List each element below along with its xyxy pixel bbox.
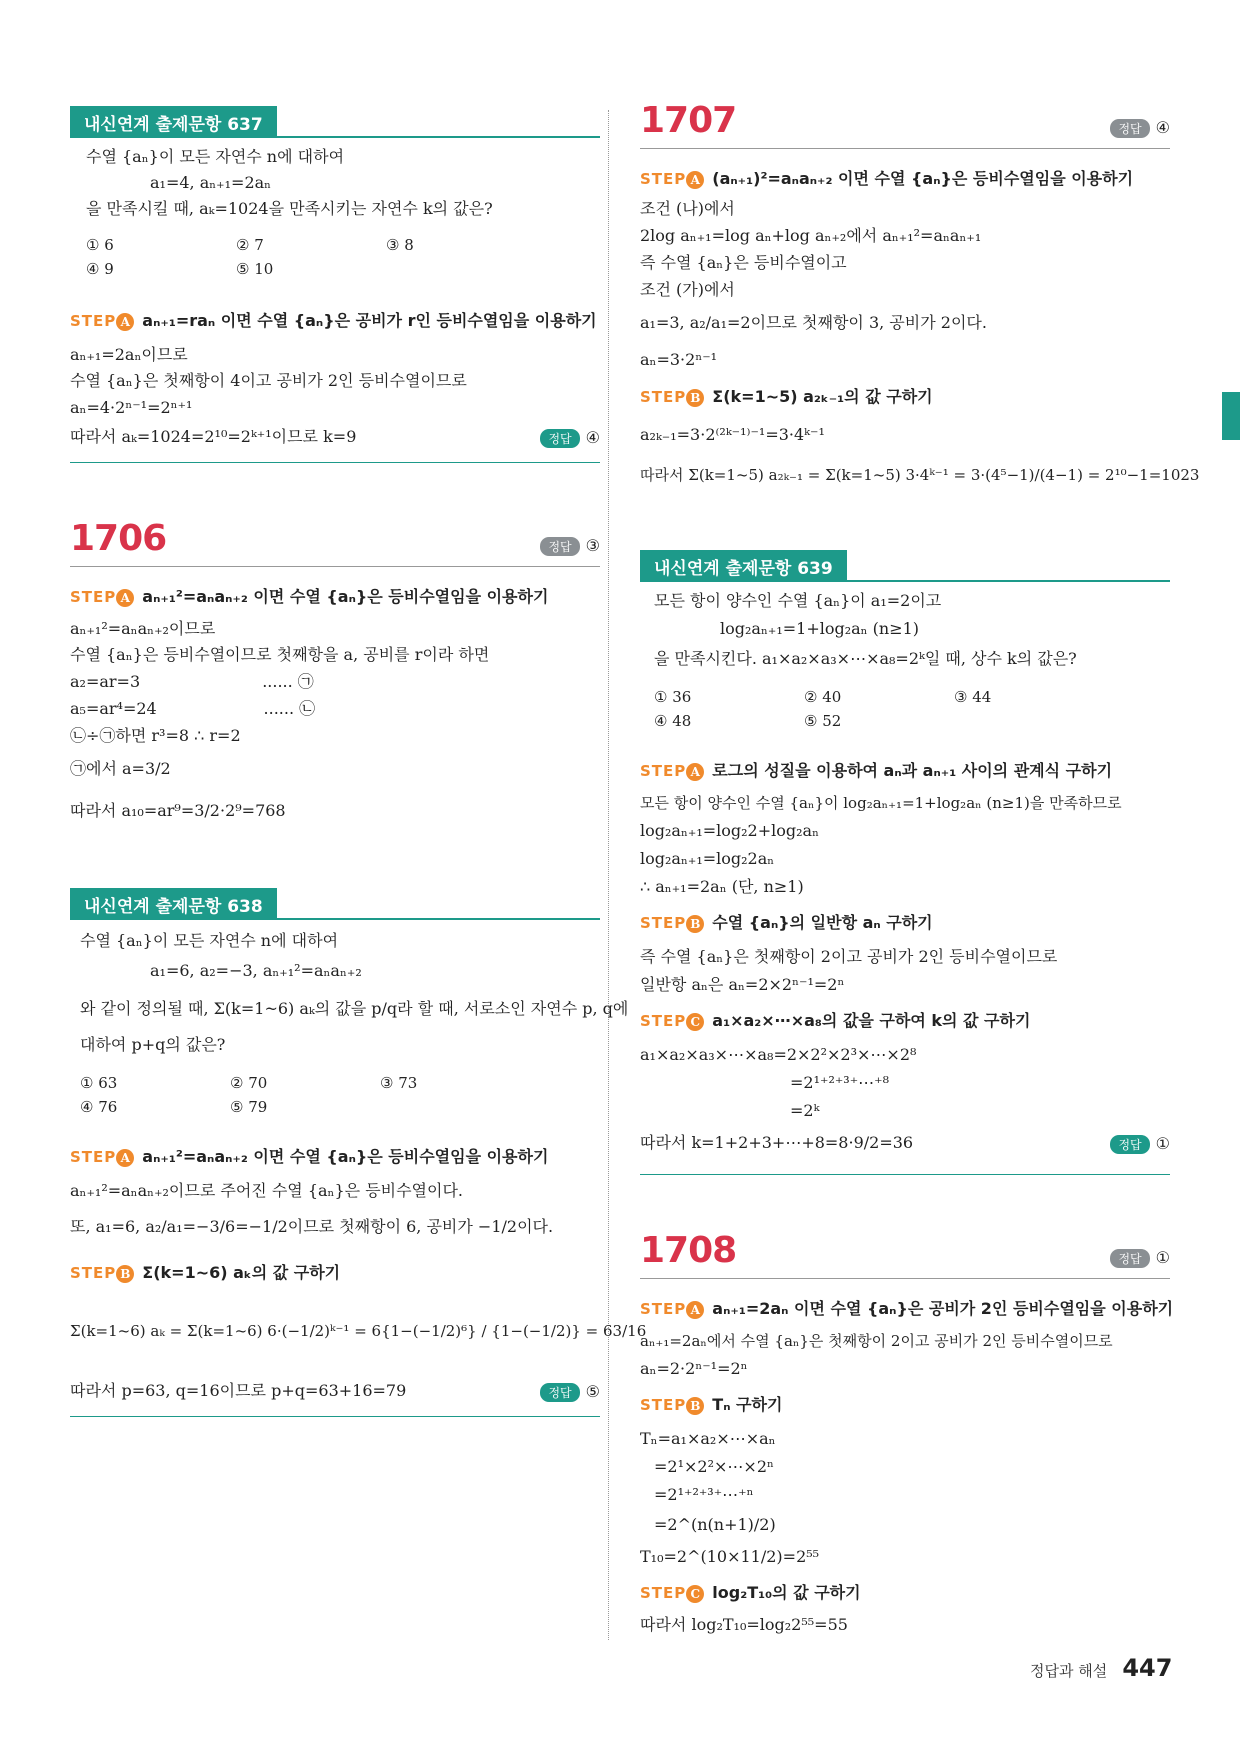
p637-choice-4: ④ 9 — [86, 260, 114, 278]
p1707-solA-3: 즉 수열 {aₙ}은 등비수열이고 — [640, 253, 847, 272]
p638-line-2: a₁=6, a₂=−3, aₙ₊₁²=aₙaₙ₊₂ — [150, 961, 362, 980]
p1706-sol-4: a₅=ar⁴=24 ...... ㉡ — [70, 699, 316, 718]
answer-badge: 정답 — [540, 429, 579, 448]
p638-choice-3: ③ 73 — [380, 1074, 418, 1092]
p639-solA-2: log₂aₙ₊₁=log₂2+log₂aₙ — [640, 821, 819, 840]
step-label: STEP — [640, 1584, 687, 1602]
answer-badge: 정답 — [1110, 119, 1149, 138]
step-label: STEP — [640, 1396, 687, 1414]
p639-solA-3: log₂aₙ₊₁=log₂2aₙ — [640, 849, 775, 868]
step-title: (aₙ₊₁)²=aₙaₙ₊₂ 이면 수열 {aₙ}은 등비수열임을 이용하기 — [712, 169, 1134, 188]
step-title: aₙ₊₁=raₙ 이면 수열 {aₙ}은 공비가 r인 등비수열임을 이용하기 — [142, 311, 597, 330]
p637-stepA — [70, 310, 597, 332]
p1708-stepB — [640, 1394, 782, 1416]
p1707-solA-4: 조건 (가)에서 — [640, 280, 735, 299]
p638-solB-2: 따라서 p=63, q=16이므로 p+q=63+16=79 — [70, 1381, 407, 1400]
p1708-solC-1: 따라서 log₂T₁₀=log₂2⁵⁵=55 — [640, 1615, 848, 1634]
step-label: STEP — [640, 388, 687, 406]
header-639-rule — [640, 580, 1170, 582]
p1707-solA-5: a₁=3, a₂/a₁=2이므로 첫째항이 3, 공비가 2이다. — [640, 313, 987, 332]
p1708-solB-2: =2¹×2²×⋯×2ⁿ — [654, 1457, 774, 1476]
p637-choice-2: ② 7 — [236, 236, 264, 254]
step-title: Tₙ 구하기 — [712, 1395, 783, 1414]
p638-solA-1: aₙ₊₁²=aₙaₙ₊₂이므로 주어진 수열 {aₙ}은 등비수열이다. — [70, 1181, 464, 1200]
step-letter: B — [686, 389, 704, 407]
header-637-rule — [70, 136, 600, 138]
p637-choice-5: ⑤ 10 — [236, 260, 274, 278]
step-title: 수열 {aₙ}의 일반항 aₙ 구하기 — [712, 913, 933, 932]
p1707-stepA — [640, 168, 1133, 190]
step-letter: A — [686, 1301, 704, 1319]
p638-choice-1: ① 63 — [80, 1074, 118, 1092]
p638-line-3: 와 같이 정의될 때, Σ(k=1~6) aₖ의 값을 p/q라 할 때, 서로소인 자연수 p, q에 — [80, 999, 629, 1018]
p1707-solB-1: a₂ₖ₋₁=3·2⁽²ᵏ⁻¹⁾⁻¹=3·4ᵏ⁻¹ — [640, 425, 825, 444]
answer-value: ④ — [1155, 118, 1170, 137]
step-title: a₁×a₂×⋯×a₈의 값을 구하여 k의 값 구하기 — [712, 1011, 1031, 1030]
p1706-sol-7: 따라서 a₁₀=ar⁹=3/2·2⁹=768 — [70, 801, 286, 820]
p637-end-rule — [70, 462, 600, 463]
p1706-sol-2: 수열 {aₙ}은 등비수열이므로 첫째항을 a, 공비를 r이라 하면 — [70, 645, 490, 664]
step-title: Σ(k=1~5) a₂ₖ₋₁의 값 구하기 — [712, 387, 933, 406]
p639-stepC — [640, 1010, 1030, 1032]
p639-stepA — [640, 760, 1112, 782]
p639-solC-2: =2¹⁺²⁺³⁺⋯⁺⁸ — [790, 1073, 890, 1092]
answer-badge: 정답 — [540, 537, 579, 556]
p1708-solA-2: aₙ=2·2ⁿ⁻¹=2ⁿ — [640, 1359, 748, 1378]
step-letter: A — [686, 171, 704, 189]
p1708-solA-1: aₙ₊₁=2aₙ에서 수열 {aₙ}은 첫째항이 2이고 공비가 2인 등비수열이므로 — [640, 1332, 1113, 1350]
header-638-tag: 내신연계 출제문항 638 — [70, 888, 277, 920]
step-title: aₙ₊₁²=aₙaₙ₊₂ 이면 수열 {aₙ}은 등비수열임을 이용하기 — [142, 1147, 549, 1166]
p1708-solB-3: =2¹⁺²⁺³⁺⋯⁺ⁿ — [654, 1485, 754, 1504]
page-number: 447 — [1122, 1654, 1173, 1682]
answer-value: ① — [1155, 1248, 1170, 1267]
p637-sol-3: aₙ=4·2ⁿ⁻¹=2ⁿ⁺¹ — [70, 398, 193, 417]
p1706-answer — [540, 536, 600, 556]
p639-solB-1: 즉 수열 {aₙ}은 첫째항이 2이고 공비가 2인 등비수열이므로 — [640, 947, 1058, 966]
side-tab-marker — [1222, 392, 1240, 440]
answer-value: ③ — [585, 536, 600, 555]
answer-badge: 정답 — [1110, 1135, 1149, 1154]
step-title: 로그의 성질을 이용하여 aₙ과 aₙ₊₁ 사이의 관계식 구하기 — [712, 761, 1113, 780]
step-letter: C — [686, 1585, 704, 1603]
step-title: log₂T₁₀의 값 구하기 — [712, 1583, 861, 1602]
step-label: STEP — [640, 1012, 687, 1030]
step-label: STEP — [70, 1148, 117, 1166]
step-letter: A — [116, 589, 134, 607]
answer-value: ① — [1155, 1134, 1170, 1153]
p1708-stepA — [640, 1298, 1173, 1320]
column-divider — [608, 110, 609, 1640]
p638-stepA — [70, 1146, 548, 1168]
p1707-solA-6: aₙ=3·2ⁿ⁻¹ — [640, 350, 718, 369]
p1706-sol-3: a₂=ar=3 ...... ㉠ — [70, 672, 314, 691]
p1706-sol-1: aₙ₊₁²=aₙaₙ₊₂이므로 — [70, 619, 216, 638]
answer-value: ⑤ — [585, 1382, 600, 1401]
step-letter: B — [686, 915, 704, 933]
step-title: Σ(k=1~6) aₖ의 값 구하기 — [142, 1263, 341, 1282]
p639-choice-5: ⑤ 52 — [804, 712, 842, 730]
header-639 — [640, 550, 847, 582]
p638-choice-4: ④ 76 — [80, 1098, 118, 1116]
p1708-solB-4: =2^(n(n+1)/2) — [654, 1515, 776, 1534]
p637-sol-4: 따라서 aₖ=1024=2¹⁰=2ᵏ⁺¹이므로 k=9 — [70, 427, 357, 446]
step-label: STEP — [640, 170, 687, 188]
p638-choice-5: ⑤ 79 — [230, 1098, 268, 1116]
p638-line-1: 수열 {aₙ}이 모든 자연수 n에 대하여 — [80, 931, 339, 950]
p639-solA-1: 모든 항이 양수인 수열 {aₙ}이 log₂aₙ₊₁=1+log₂aₙ (n≥1)을 만족하므로 — [640, 794, 1122, 812]
page-footer — [1030, 1654, 1172, 1682]
step-letter: C — [686, 1013, 704, 1031]
p1707-solA-1: 조건 (나)에서 — [640, 199, 735, 218]
p1706-sol-6: ㉠에서 a=3/2 — [70, 759, 171, 778]
p1708-solB-1: Tₙ=a₁×a₂×⋯×aₙ — [640, 1429, 776, 1448]
step-title: aₙ₊₁=2aₙ 이면 수열 {aₙ}은 공비가 2인 등비수열임을 이용하기 — [712, 1299, 1174, 1318]
p639-choice-4: ④ 48 — [654, 712, 692, 730]
header-638-rule — [70, 918, 600, 920]
p639-end-rule — [640, 1174, 1170, 1175]
step-label: STEP — [70, 588, 117, 606]
p639-line-1: 모든 항이 양수인 수열 {aₙ}이 a₁=2이고 — [654, 591, 942, 610]
footer-label: 정답과 해설 — [1030, 1662, 1108, 1680]
step-label: STEP — [640, 1300, 687, 1318]
p1707-answer — [1110, 118, 1170, 138]
p639-solC-1: a₁×a₂×a₃×⋯×a₈=2×2²×2³×⋯×2⁸ — [640, 1045, 917, 1064]
p1708-rule — [640, 1278, 1170, 1279]
p637-line-3: 을 만족시킬 때, aₖ=1024을 만족시키는 자연수 k의 값은? — [86, 199, 493, 218]
step-letter: B — [686, 1397, 704, 1415]
p1706-rule — [70, 566, 600, 567]
header-638 — [70, 888, 277, 920]
p639-choice-1: ① 36 — [654, 688, 692, 706]
step-letter: B — [116, 1265, 134, 1283]
p1707-stepB — [640, 386, 933, 408]
step-letter: A — [116, 1149, 134, 1167]
answer-value: ④ — [585, 428, 600, 447]
p638-solA-2: 또, a₁=6, a₂/a₁=−3/6=−1/2이므로 첫째항이 6, 공비가 −1/2이다. — [70, 1217, 554, 1236]
header-637-tag: 내신연계 출제문항 637 — [70, 106, 277, 138]
p1708-solB-5: T₁₀=2^(10×11/2)=2⁵⁵ — [640, 1547, 820, 1566]
p1708-stepC — [640, 1582, 861, 1604]
answer-badge: 정답 — [1110, 1249, 1149, 1268]
p637-sol-2: 수열 {aₙ}은 첫째항이 4이고 공비가 2인 등비수열이므로 — [70, 371, 467, 390]
p1708-answer — [1110, 1248, 1170, 1268]
p1707-solA-2: 2log aₙ₊₁=log aₙ+log aₙ₊₂에서 aₙ₊₁²=aₙaₙ₊₁ — [640, 226, 982, 245]
step-title: aₙ₊₁²=aₙaₙ₊₂ 이면 수열 {aₙ}은 등비수열임을 이용하기 — [142, 587, 549, 606]
p638-solB-1: Σ(k=1~6) aₖ = Σ(k=1~6) 6·(−1/2)ᵏ⁻¹ = 6{1−(−1/2)⁶} / {1−(−1/2)} = 63/16 — [70, 1322, 647, 1340]
p1706-sol-5: ㉡÷㉠하면 r³=8 ∴ r=2 — [70, 726, 241, 745]
p637-choice-1: ① 6 — [86, 236, 114, 254]
p639-choice-2: ② 40 — [804, 688, 842, 706]
p639-line-3: 을 만족시킨다. a₁×a₂×a₃×⋯×a₈=2ᵏ일 때, 상수 k의 값은? — [654, 649, 1077, 668]
step-label: STEP — [640, 762, 687, 780]
step-label: STEP — [70, 1264, 117, 1282]
p639-answer — [1110, 1134, 1170, 1154]
p639-choice-3: ③ 44 — [954, 688, 992, 706]
p639-solA-4: ∴ aₙ₊₁=2aₙ (단, n≥1) — [640, 877, 804, 896]
p1707-rule — [640, 148, 1170, 149]
step-label: STEP — [640, 914, 687, 932]
problem-number-1706: 1706 — [70, 518, 167, 559]
problem-number-1708: 1708 — [640, 1230, 737, 1271]
p638-answer — [540, 1382, 600, 1402]
p637-answer — [540, 428, 600, 448]
p638-choice-2: ② 70 — [230, 1074, 268, 1092]
p639-line-2: log₂aₙ₊₁=1+log₂aₙ (n≥1) — [720, 619, 920, 638]
header-639-tag: 내신연계 출제문항 639 — [640, 550, 847, 582]
p638-stepB — [70, 1262, 340, 1284]
answer-badge: 정답 — [540, 1383, 579, 1402]
p639-solC-3: =2ᵏ — [790, 1101, 820, 1120]
p639-stepB — [640, 912, 933, 934]
p639-solC-4: 따라서 k=1+2+3+⋯+8=8·9/2=36 — [640, 1133, 914, 1152]
p1707-solB-2: 따라서 Σ(k=1~5) a₂ₖ₋₁ = Σ(k=1~5) 3·4ᵏ⁻¹ = 3·(4⁵−1)/(4−1) = 2¹⁰−1=1023 — [640, 466, 1200, 484]
p637-choice-3: ③ 8 — [386, 236, 414, 254]
header-637 — [70, 106, 277, 138]
problem-number-1707: 1707 — [640, 100, 737, 141]
step-letter: A — [116, 313, 134, 331]
p637-line-1: 수열 {aₙ}이 모든 자연수 n에 대하여 — [86, 147, 345, 166]
p637-line-2: a₁=4, aₙ₊₁=2aₙ — [150, 173, 272, 192]
p1706-stepA — [70, 586, 548, 608]
p638-end-rule — [70, 1416, 600, 1417]
step-label: STEP — [70, 312, 117, 330]
p638-line-4: 대하여 p+q의 값은? — [80, 1035, 226, 1054]
p639-solB-2: 일반항 aₙ은 aₙ=2×2ⁿ⁻¹=2ⁿ — [640, 975, 845, 994]
p637-sol-1: aₙ₊₁=2aₙ이므로 — [70, 345, 188, 364]
step-letter: A — [686, 763, 704, 781]
